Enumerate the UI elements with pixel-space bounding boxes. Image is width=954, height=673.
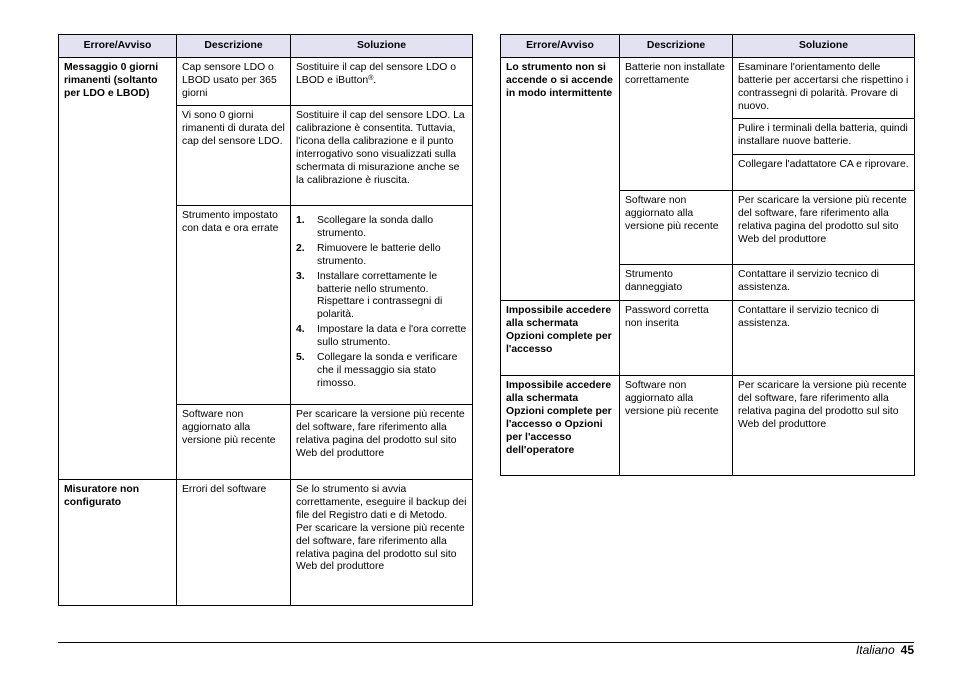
description-cell: Errori del software: [177, 480, 291, 606]
solution-cell: Contattare il servizio tecnico di assistenza.: [733, 265, 915, 301]
solution-text-end: .: [373, 74, 377, 86]
description-cell: Strumento impostato con data e ora errate: [177, 206, 291, 405]
error-cell: Messaggio 0 giorni rimanenti (soltanto per LDO e LBOD): [59, 58, 177, 480]
solution-cell: Contattare il servizio tecnico di assistenza.: [733, 301, 915, 376]
header-description: Descrizione: [177, 35, 291, 58]
table-row: [501, 376, 915, 476]
table-row: [501, 58, 915, 119]
solution-cell: [291, 206, 473, 405]
page-footer: [856, 643, 914, 657]
description-cell: Strumento danneggiato: [620, 265, 733, 301]
footer-language: Italiano: [855, 643, 895, 657]
solution-cell: Se lo strumento si avvia correttamente, eseguire il backup dei file del Registro dati e di Metodo. Per scaricare la versione più recente del software, fare riferimento alla relativa pagina del prodotto sul sito Web del produttore: [291, 480, 473, 606]
error-cell: Impossibile accedere alla schermata Opzioni complete per l'accesso o Opzioni per l'accesso dell'operatore: [501, 376, 620, 476]
error-cell: Lo strumento non si accende o si accende in modo intermittente: [501, 58, 620, 301]
page-number: 45: [900, 643, 914, 657]
troubleshooting-table-left: [58, 34, 473, 606]
table-row: [59, 58, 473, 106]
list-item: Impostare la data e l'ora corrette sullo strumento.: [317, 324, 467, 349]
list-item: Collegare la sonda e verificare che il messaggio sia stato rimosso.: [317, 352, 458, 389]
table-row: [59, 480, 473, 606]
registered-mark: ®: [368, 74, 374, 82]
list-item: Installare correttamente le batterie nello strumento. Rispettare i contrassegni di polarità.: [317, 270, 443, 321]
solution-cell: [291, 58, 473, 106]
header-error: Errore/Avviso: [501, 35, 620, 58]
solution-cell: Sostituire il cap del sensore LDO. La calibrazione è consentita. Tuttavia, l'icona della calibrazione e il punto interrogativo sono visualizzati sulla schermata di misurazione anche se la calibrazione è riuscita.: [291, 106, 473, 206]
description-cell: Software non aggiornato alla versione più recente: [177, 405, 291, 480]
steps-list: [296, 215, 468, 391]
solution-cell: Per scaricare la versione più recente del software, fare riferimento alla relativa pagina del prodotto sul sito Web del produttore: [733, 376, 915, 476]
header-solution: Soluzione: [733, 35, 915, 58]
troubleshooting-table-right: [500, 34, 915, 476]
description-cell: Cap sensore LDO o LBOD usato per 365 giorni: [177, 58, 291, 106]
solution-cell: Per scaricare la versione più recente del software, fare riferimento alla relativa pagina del prodotto sul sito Web del produttore: [733, 191, 915, 265]
description-cell: Software non aggiornato alla versione più recente: [620, 376, 733, 476]
description-cell: Software non aggiornato alla versione più recente: [620, 191, 733, 265]
table-row: [501, 301, 915, 376]
list-item: Scollegare la sonda dallo strumento.: [317, 215, 434, 239]
solution-cell: Esaminare l'orientamento delle batterie per accertarsi che rispettino i contrassegni di polarità. Provare di nuovo.: [733, 58, 915, 119]
footer-rule: [58, 642, 914, 643]
solution-cell: Per scaricare la versione più recente del software, fare riferimento alla relativa pagina del prodotto sul sito Web del produttore: [291, 405, 473, 480]
solution-cell: Pulire i terminali della batteria, quindi installare nuove batterie.: [733, 119, 915, 155]
error-cell: Impossibile accedere alla schermata Opzioni complete per l'accesso: [501, 301, 620, 376]
header-solution: Soluzione: [291, 35, 473, 58]
error-cell: Misuratore non configurato: [59, 480, 177, 606]
list-item: Rimuovere le batterie dello strumento.: [317, 242, 441, 267]
header-description: Descrizione: [620, 35, 733, 58]
header-error: Errore/Avviso: [59, 35, 177, 58]
description-cell: Password corretta non inserita: [620, 301, 733, 376]
solution-text: Sostituire il cap del sensore LDO o LBOD e iButton: [296, 62, 456, 86]
description-cell: Vi sono 0 giorni rimanenti di durata del cap del sensore LDO.: [177, 106, 291, 206]
description-cell: Batterie non installate correttamente: [620, 58, 733, 191]
solution-cell: Collegare l'adattatore CA e riprovare.: [733, 155, 915, 191]
